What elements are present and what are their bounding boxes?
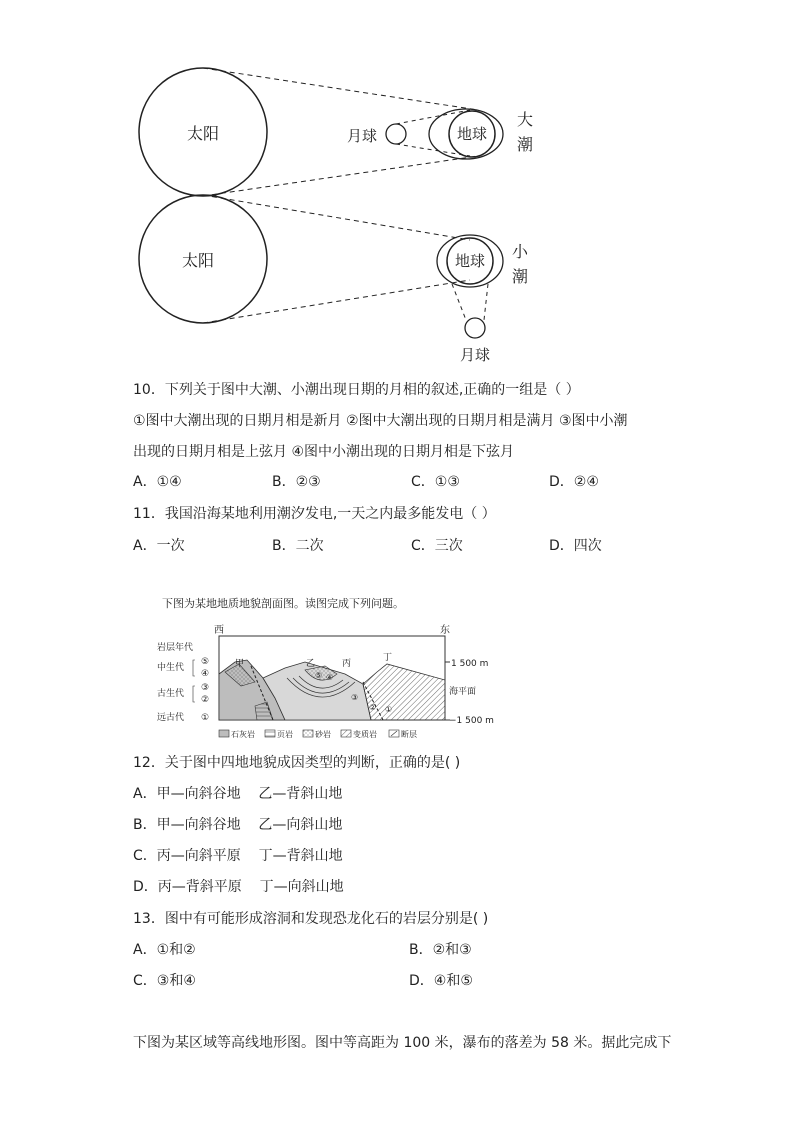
q13-option-c[interactable]: C．③和④ — [133, 973, 196, 989]
moon-circle — [465, 318, 485, 338]
q12-option-d[interactable]: D．丙—背斜平原 丁—向斜山地 — [133, 879, 344, 895]
era-paleozoic: 古生代 — [157, 689, 185, 699]
sea-level-label: 海平面 — [449, 687, 477, 697]
era-mesozoic: 中生代 — [157, 663, 185, 673]
geo-section-diagram — [155, 622, 500, 747]
layer-label-2: ② — [201, 695, 210, 705]
moon-ray-left — [452, 284, 466, 320]
sun-ray-bottom — [203, 156, 478, 196]
neap-tide-label-1: 小 — [511, 242, 529, 261]
elevation-top-label: 1 500 m — [451, 659, 489, 669]
legend-shale: 页岩 — [277, 730, 293, 739]
earth-label-bottom: 地球 — [454, 252, 486, 270]
spring-tide-label-2: 潮 — [516, 135, 534, 154]
moon-ray-right — [484, 284, 488, 320]
q10-option-d[interactable]: D．②④ — [549, 474, 599, 490]
sun-ray-top — [203, 195, 470, 240]
place-ding: 丁 — [383, 653, 393, 663]
layer-label-5: ⑤ — [201, 657, 210, 667]
moon-label-top: 月球 — [346, 127, 378, 145]
sun-ray-bottom — [203, 280, 470, 323]
section-layer-3: ③ — [351, 693, 359, 702]
legend-fault: 断层 — [401, 730, 417, 739]
earth-label-top: 地球 — [456, 125, 488, 143]
era-archean: 远古代 — [157, 713, 185, 723]
spring-tide-label-1: 大 — [516, 110, 534, 129]
q10-statements-line-1: ①图中大潮出现的日期月相是新月 ②图中大潮出现的日期月相是满月 ③图中小潮 — [133, 413, 628, 429]
layer-label-1: ① — [201, 713, 210, 723]
geo-section-intro: 下图为某地地质地貌剖面图。读图完成下列问题。 — [162, 597, 404, 610]
tide-diagram — [0, 0, 794, 370]
q12-option-b[interactable]: B．甲—向斜谷地 乙—向斜山地 — [133, 817, 343, 833]
q13-option-d[interactable]: D．④和⑤ — [409, 973, 473, 989]
era-bracket — [193, 660, 195, 676]
q11-stem: 11．我国沿海某地利用潮汐发电,一天之内最多能发电（ ） — [133, 506, 496, 522]
q11-option-d[interactable]: D．四次 — [549, 538, 602, 554]
q12-option-a[interactable]: A．甲—向斜谷地 乙—背斜山地 — [133, 786, 343, 802]
q12-stem: 12．关于图中四地地貌成因类型的判断，正确的是( ) — [133, 755, 461, 771]
moon-circle — [386, 124, 406, 144]
section-layer-2: ② — [369, 703, 377, 712]
legend — [219, 729, 417, 739]
q13-stem: 13．图中有可能形成溶洞和发现恐龙化石的岩层分别是( ) — [133, 911, 489, 927]
q11-option-a[interactable]: A．一次 — [133, 538, 185, 554]
place-bing: 丙 — [342, 659, 352, 669]
q10-statements-line-2: 出现的日期月相是上弦月 ④图中小潮出现的日期月相是下弦月 — [133, 444, 514, 460]
east-label: 东 — [440, 625, 450, 636]
sun-ray-top — [203, 68, 478, 110]
sun-label-bottom: 太阳 — [181, 251, 215, 270]
sun-label-top: 太阳 — [186, 124, 220, 143]
legend-sandstone: 砂岩 — [315, 730, 331, 739]
q10-option-c[interactable]: C．①③ — [411, 474, 460, 490]
q12-option-c[interactable]: C．丙—向斜平原 丁—背斜山地 — [133, 848, 343, 864]
section-layer-1: ① — [385, 705, 393, 714]
place-yi: 乙 — [306, 659, 316, 669]
q10-stem: 10．下列关于图中大潮、小潮出现日期的月相的叙述,正确的一组是（ ） — [133, 382, 580, 398]
next-figure-intro: 下图为某区域等高线地形图。图中等高距为 100 米，瀑布的落差为 58 米。据此完成下 — [133, 1035, 672, 1051]
west-label: 西 — [214, 625, 224, 636]
q13-option-b[interactable]: B．②和③ — [409, 942, 472, 958]
place-jia: 甲 — [235, 659, 245, 669]
legend-limestone: 石灰岩 — [231, 730, 255, 739]
q13-option-a[interactable]: A．①和② — [133, 942, 196, 958]
q10-option-b[interactable]: B．②③ — [272, 474, 321, 490]
section-layer-4: ④ — [326, 673, 334, 682]
q11-option-c[interactable]: C．三次 — [411, 538, 463, 554]
q10-option-a[interactable]: A．①④ — [133, 474, 182, 490]
layer-label-3: ③ — [201, 683, 210, 693]
legend-metamorphic: 变质岩 — [353, 730, 377, 739]
era-bracket — [193, 686, 195, 702]
layer-label-4: ④ — [201, 669, 210, 679]
moon-label-bottom: 月球 — [459, 346, 491, 364]
section-layer-5: ⑤ — [315, 671, 323, 680]
q11-option-b[interactable]: B．二次 — [272, 538, 324, 554]
elevation-bottom-label: −1 500 m — [449, 716, 494, 726]
neap-tide-label-2: 潮 — [511, 267, 529, 286]
era-header: 岩层年代 — [157, 643, 194, 653]
